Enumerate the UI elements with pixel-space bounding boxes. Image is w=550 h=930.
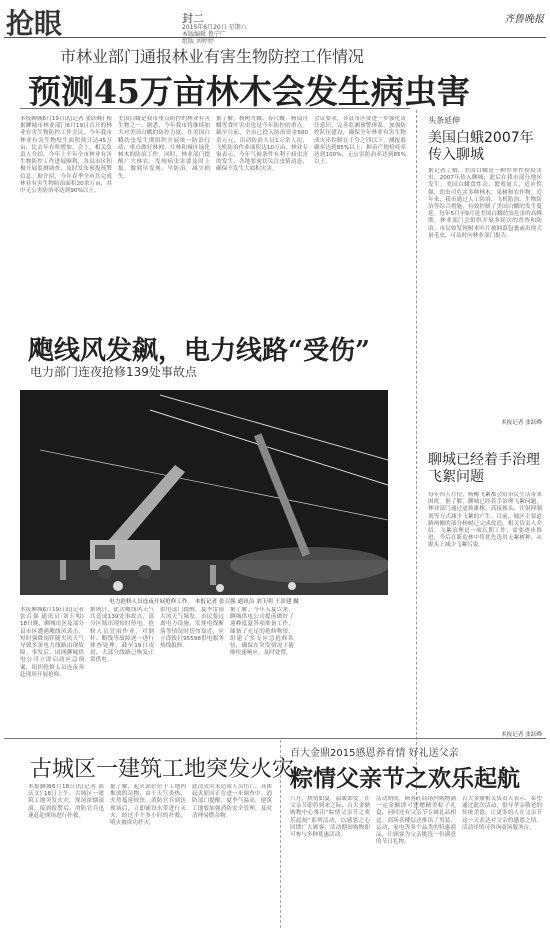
sidebar-byline-1: 本报记者 张跃峰 [501,420,542,426]
story3-col1: 本报聊城6月18日讯(记者 郭庆文) 18日上午，古城区一建筑工地突发火灾，现场浓烟滚滚。接到报警后，消防官兵迅速赶赴现场进行扑救。 [28,784,104,819]
sidebar-text-1: 据记者了解，美国白蛾是一种世界性检疫害虫，2007年传入聊城，此后在我市部分地区发生。美国白蛾食性杂、繁殖量大、适应性强，幼虫可危害多种林木、果树和农作物。近年来，我市通过人工防治、飞机防治、生物防治等综合措施，有效控制了美国白蛾的发生蔓延。每年5月至9月是美国白蛾幼虫危害的高峰期，林业部门会组织开展多轮次的普查和防治。市民如发现树木叶片被网幕包裹或出现大量毛虫，可及时向林业部门报告。 [428,168,542,239]
story2-col1: 本报聊城6月19日讯(记者 张召强 通讯员 刘玉明) 18日晚，聊城市区及部分县市区遭遇飑线风袭击，短时强降雨伴随大风天气导致多条电力线路出现故障。事发后，国网聊城供电公司立即启动应急预案，组织抢修人员连夜奔赴现场开展抢修。 [20,607,84,678]
story1-headline: 预测45万亩林木会发生病虫害 [28,72,470,111]
date-line: 2015年6月20日 星期六 [182,24,247,31]
story1-col4: 会议要求，各县市区要进一步强化责任意识，完善监测预警体系，加强防控队伍建设，确保全年林业有害生物成灾率控制在千分之四以下，测报准确率达到85%以上，种苗产地检疫率达到100%，无公害防治率达到85%以上。 [314,116,406,166]
story1-col3: 据了解，杨树舟蛾、春尺蠖、杨扇舟蛾等食叶害虫也是今年防控的重点。截至目前，全市已投入防治资金500余万元，出动防治人员1万余人次，飞机防治作业面积达10万亩。林业专家表示，今年气候条件有利于病虫害的发生，各地要密切关注虫情动态，确保不发生大面积灾害。 [216,116,308,173]
divider [20,108,410,109]
story2-col2: 据统计，此次飑线风天气共造成139处事故点，部分区域出现短时停电。抢修人员冒雨作业，对倒杆、断线等故障逐一进行排查处理，截至19日凌晨，大部分线路已恢复正常供电。 [90,607,154,664]
sidebar-byline-2: 本报记者 张跃峰 [501,732,542,738]
story4-col3: 百大金鼎相关负责人表示，希望通过此次活动，倡导孝亲敬老的传统美德，让更多的人在父亲节这一天表达对父亲的感恩之情。活动详情可咨询商场服务台。 [462,796,542,831]
bottom-divider [4,738,546,739]
sidebar-headline-1: 美国白蛾2007年传入聊城 [428,130,534,163]
story2-subheadline: 电力部门连夜抢修139处事故点 [30,365,197,379]
story4-col1: 六月，热情如夏，温暖如爱。在父亲节即将到来之际，百大金鼎购物中心推出“粽情父亲节之欢乐起航”系列活动，以感恩之心回馈广大顾客，活动期间购物即可参与多种优惠活动。 [290,796,370,839]
brand-title: 抢眼 [6,7,63,40]
story3-headline: 古城区一建筑工地突发火灾 [30,757,295,782]
sidebar-tag: 头条延伸 [428,116,460,125]
story2-col3: 供电部门提醒，夏季雷雨大风天气频发，市民要远离电力设施，发现电线断落等情况时切勿靠近，应立即拨打95598供电服务热线报修。 [160,607,224,650]
story4-kicker: 百大金鼎2015感恩养育情 好礼送父亲 [290,748,459,759]
date-info [182,24,272,45]
section-label: 封二 [182,12,204,25]
sidebar-text-2: 每年四五月份，杨柳飞絮都会给市民生活带来困扰。据了解，聊城已经着手治理飞絮问题，林业部门通过更换雄株、高接换头、注射抑制剂等方式减少飞絮的产生。目前，城区主要道路两侧的部分杨树已完成改造。相关负责人介绍，飞絮治理是一项长期工作，需要逐步推进，今后在新造林中将优先选用无絮树种，从源头上减少飞絮污染。 [428,492,542,549]
paper-logo: 齐鲁晚报 [504,14,544,25]
story1-kicker: 市林业部门通报林业有害生物防控工作情况 [60,47,365,66]
proof-line: 组版 刘婷婷 [182,38,214,45]
story2-col4: 据了解，今年入夏以来，聊城供电公司提前做好了迎峰度夏各项准备工作，储备了充足的抢修物资，组建了多支应急抢修队伍，确保在突发情况下能够快速响应、及时处置。 [230,607,294,657]
night-repair-photo [20,390,388,595]
story2-headline: 飑线风发飙，电力线路“受伤” [28,336,370,366]
story1-col2: 美国白蛾是我市重点防控的林业有害生物之一。据悉，今年我市将继续加大对美国白蛾的防控力度，在美国白蛾幼虫发生期组织开展统一防治行动，重点做好林网、片林和城区绿化树木的防治工作。同时，林业部门提醒广大林农，发现病虫害要及时上报，做到早发现、早防治，减少损失。 [118,116,210,180]
photo-illustration [20,390,388,595]
story4-headline: 粽情父亲节之欢乐起航 [290,765,520,792]
story1-col1: 本报聊城6月19日讯(记者 张跃峰) 根据聊城市林业部门6月19日召开的林业有害生物防控工作会议，今年我市林业有害生物发生面积预计达45万亩，比去年有所增加。会上，相关负责人介绍，今年上半年全市林业有害生物防控工作进展顺利，各县市区积极开展监测调查，及时发布预报预警信息。据介绍，今年春季全市共完成林业有害生物防治面积20余万亩，其中无公害防治率达到90%以上。 [20,116,112,195]
sidebar-headline-2: 聊城已经着手治理飞絮问题 [428,452,540,485]
story3-col3: 此次火灾未造成人员伤亡，具体起火原因正在进一步调查中。消防部门提醒，夏季气温高，建筑工地要加强消防安全管理，及时清理易燃杂物。 [192,784,272,819]
photo-caption: 电力抢修人员连夜开展抢修工作。 本报记者 张召强 通讯员 刘玉明 王景建 摄 [109,599,299,605]
story4-col2: 活动期间，顾客在商场内购物满一定金额即可获赠精美粽子礼盒，同时还有父亲节专属礼品相送。商场各楼层还推出了男装、运动、家电等多个品类的特惠商品，让顾客为父亲挑选一份满意的节日礼物。 [376,796,456,846]
editor-line: 本版编辑 鲁宁广 [182,31,226,38]
story3-col2: 据了解，起火部位位于工地内堆放的杂物，由于天气炎热，火势蔓延较快。消防官兵到达现场后，立即铺设水带进行灭火，经过半个多小时的扑救，明火被成功扑灭。 [110,784,186,827]
page-header [4,2,546,45]
